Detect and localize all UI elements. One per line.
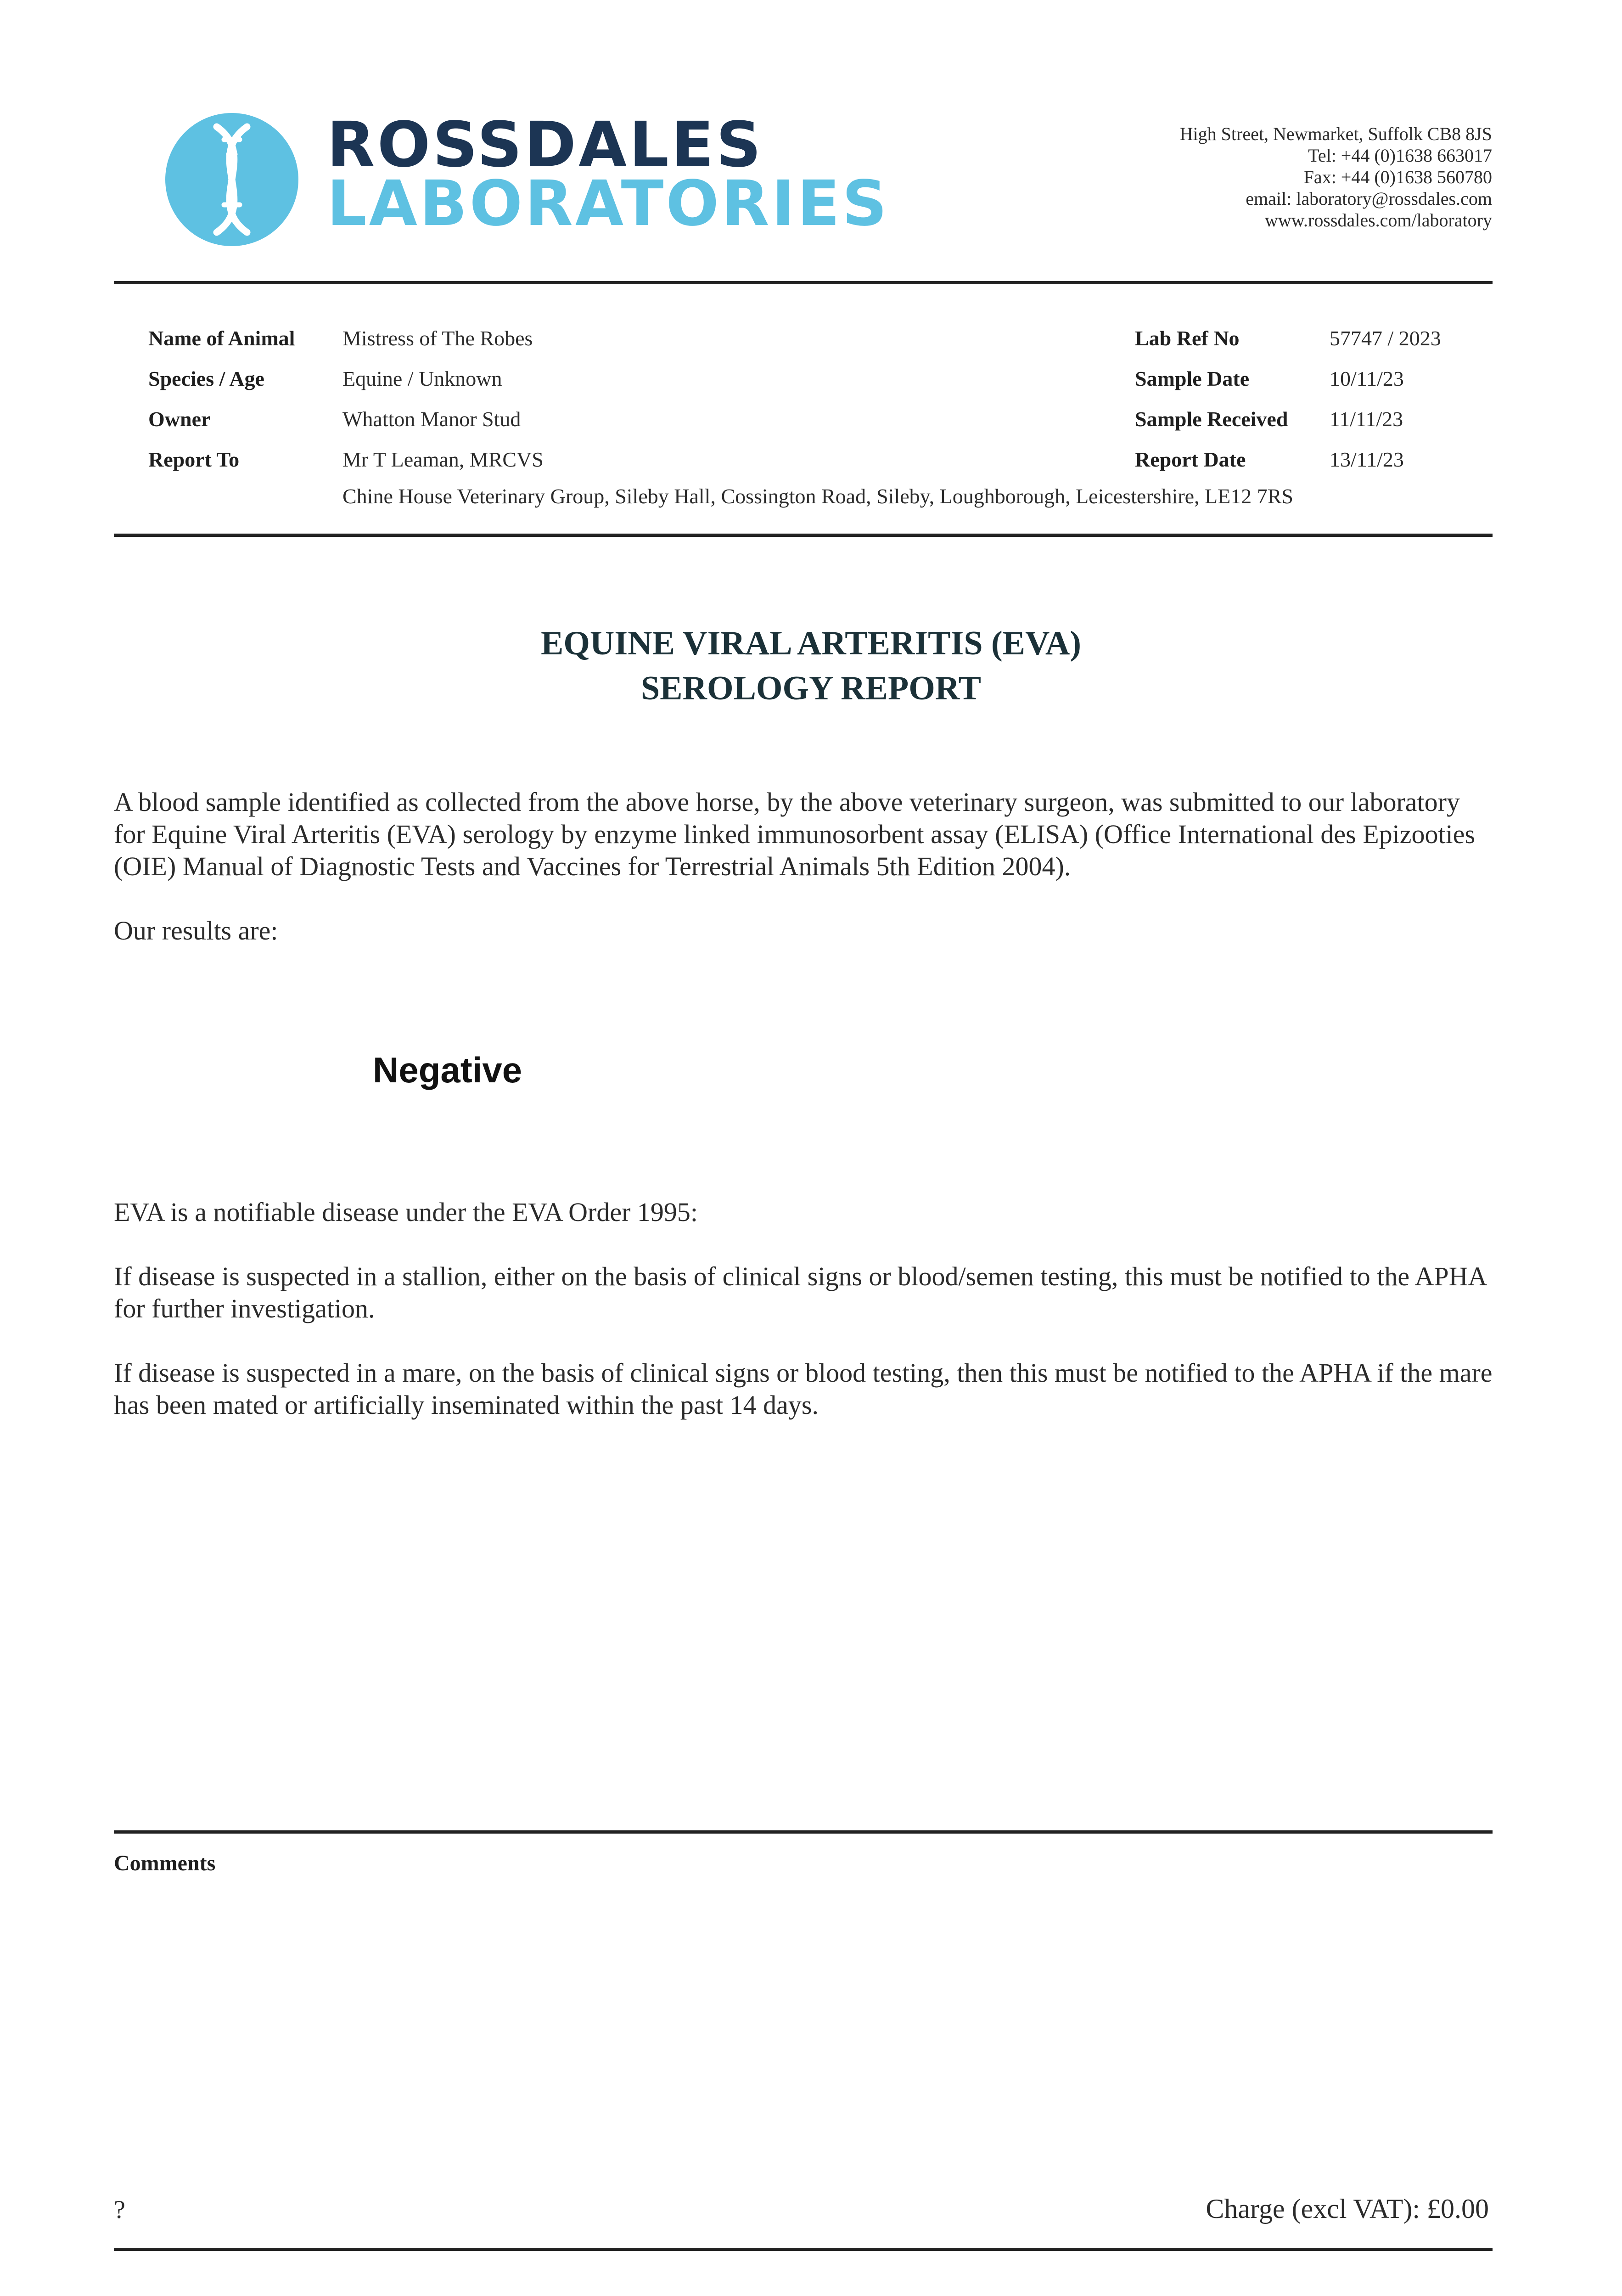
- contact-web: www.rossdales.com/laboratory: [1264, 210, 1492, 231]
- report-date-label: Report Date: [1135, 448, 1246, 471]
- name-of-animal-value: Mistress of The Robes: [342, 326, 533, 350]
- species-age-value: Equine / Unknown: [342, 367, 502, 390]
- lab-ref-value: 57747 / 2023: [1330, 326, 1441, 350]
- report-to-value: Mr T Leaman, MRCVS: [342, 448, 544, 471]
- sample-date-label: Sample Date: [1135, 367, 1250, 390]
- report-to-label: Report To: [148, 448, 240, 471]
- contact-block: [1180, 123, 1492, 231]
- report-to-address: Chine House Veterinary Group, Sileby Hall, Cossington Road, Sileby, Loughborough, Leicestershire, LE12 7RS: [342, 484, 1294, 508]
- footer-question-mark: ?: [114, 2195, 125, 2224]
- contact-fax: Fax: +44 (0)1638 560780: [1303, 167, 1492, 187]
- mare-note: If disease is suspected in a mare, on the basis of clinical signs or blood testing, then this must be notified to the APHA if the mare has been mated or artificially inseminated within the past 14 days.: [114, 1358, 1493, 1420]
- results-intro: Our results are:: [114, 916, 278, 945]
- stallion-note: If disease is suspected in a stallion, either on the basis of clinical signs or blood/semen testing, this must be notified to the APHA for further investigation.: [114, 1261, 1486, 1323]
- lab-ref-label: Lab Ref No: [1135, 326, 1240, 350]
- test-result: Negative: [373, 1050, 522, 1090]
- brand-subtitle: LABORATORIES: [327, 168, 890, 240]
- notifiable-statement: EVA is a notifiable disease under the EVA Order 1995:: [114, 1197, 698, 1227]
- dna-helix-icon: [165, 113, 298, 246]
- sample-date-value: 10/11/23: [1330, 367, 1404, 390]
- species-age-label: Species / Age: [148, 367, 264, 390]
- report-title-line1: EQUINE VIRAL ARTERITIS (EVA): [541, 625, 1081, 662]
- comments-label: Comments: [114, 1851, 216, 1875]
- owner-label: Owner: [148, 407, 211, 431]
- intro-paragraph: A blood sample identified as collected from the above horse, by the above veterinary surgeon, was submitted to our laboratory for Equine Viral Arteritis (EVA) serology by enzyme linked immunosorbent assay (ELISA) (Office International des Epizooties (OIE) Manual of Diagnostic Tests and Vaccines for Terrestrial Animals 5th Edition 2004).: [114, 787, 1476, 881]
- details-divider: [114, 534, 1493, 537]
- contact-tel: Tel: +44 (0)1638 663017: [1308, 145, 1492, 166]
- name-of-animal-label: Name of Animal: [148, 326, 295, 350]
- sample-received-value: 11/11/23: [1330, 407, 1403, 431]
- contact-address: High Street, Newmarket, Suffolk CB8 8JS: [1179, 124, 1492, 144]
- comments-divider: [114, 1830, 1493, 1834]
- report-title-line2: SEROLOGY REPORT: [641, 670, 981, 707]
- brand-name: ROSSDALES: [327, 109, 763, 181]
- owner-value: Whatton Manor Stud: [342, 407, 521, 431]
- sample-received-label: Sample Received: [1135, 407, 1288, 431]
- header-divider: [114, 281, 1493, 284]
- footer-divider: [114, 2248, 1493, 2251]
- report-date-value: 13/11/23: [1330, 448, 1404, 471]
- charge-amount: Charge (excl VAT): £0.00: [1206, 2194, 1489, 2224]
- contact-email: email: laboratory@rossdales.com: [1246, 188, 1492, 209]
